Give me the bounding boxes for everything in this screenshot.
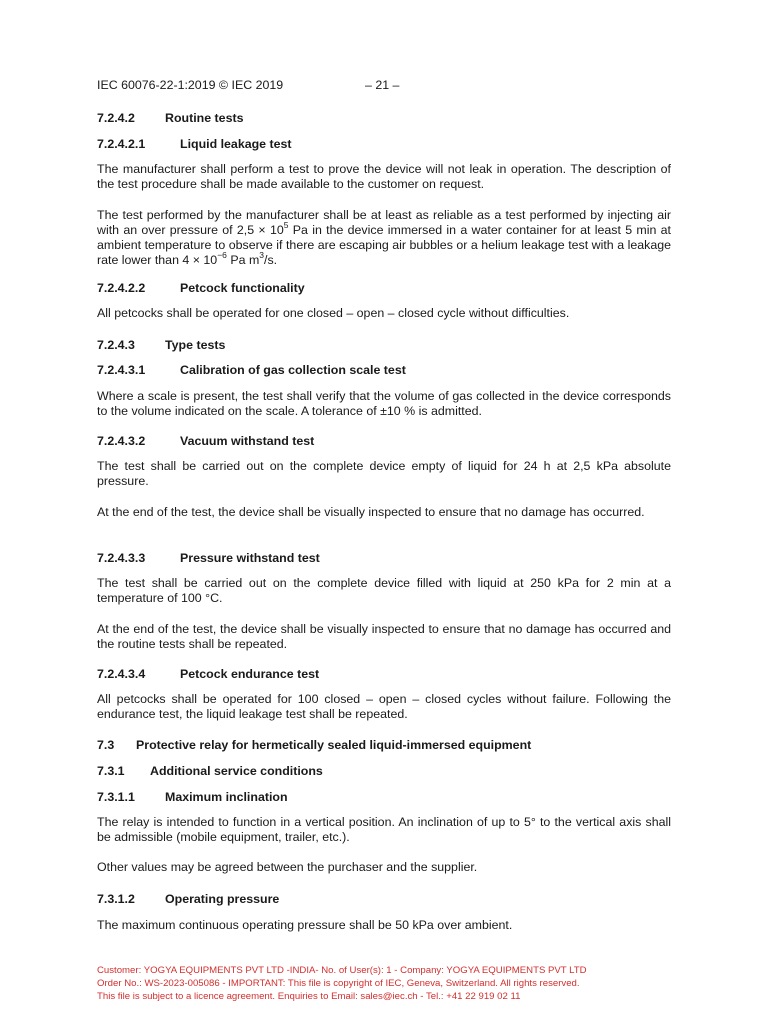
section-number: 7.2.4.3.3 xyxy=(97,551,146,565)
footer-line: Customer: YOGYA EQUIPMENTS PVT LTD -INDIA- No. of User(s): 1 - Company: YOGYA EQUIPMENTS PVT LTD xyxy=(97,965,587,976)
paragraph xyxy=(97,208,671,268)
section-title: Maximum inclination xyxy=(165,790,288,804)
paragraph: The relay is intended to function in a vertical position. An inclination of up to 5° to the vertical axis shall be admissible (mobile equipment, trailer, etc.). xyxy=(97,815,671,844)
heading-7-3 xyxy=(97,738,671,753)
license-footer xyxy=(97,964,657,1003)
heading-7-2-4-3 xyxy=(97,338,671,353)
paragraph: The maximum continuous operating pressure shall be 50 kPa over ambient. xyxy=(97,918,513,932)
section-number: 7.3.1.1 xyxy=(97,790,135,804)
section-title: Operating pressure xyxy=(165,892,280,906)
superscript: 5 xyxy=(283,219,289,230)
text-run: /s. xyxy=(264,253,278,267)
heading-7-3-1-2 xyxy=(97,892,671,907)
section-title: Pressure withstand test xyxy=(180,551,320,565)
section-title: Routine tests xyxy=(165,111,244,125)
section-number: 7.3 xyxy=(97,738,115,752)
footer-line: Order No.: WS-2023-005086 - IMPORTANT: This file is copyright of IEC, Geneva, Switzerland. All rights reserved. xyxy=(97,978,580,989)
section-number: 7.2.4.3 xyxy=(97,338,135,352)
paragraph: The manufacturer shall perform a test to prove the device will not leak in operation. The description of the test procedure shall be made available to the customer on request. xyxy=(97,162,671,191)
footer-line: This file is subject to a licence agreement. Enquiries to Email: sales@iec.ch - Tel.: +41 22 919 02 11 xyxy=(97,991,521,1002)
section-number: 7.3.1.2 xyxy=(97,892,135,906)
section-number: 7.3.1 xyxy=(97,764,125,778)
heading-7-2-4-2-1 xyxy=(97,137,671,152)
page-header xyxy=(97,78,671,94)
section-title: Protective relay for hermetically sealed liquid-immersed equipment xyxy=(136,738,532,752)
paragraph: All petcocks shall be operated for 100 closed – open – closed cycles without failure. Following the endurance test, the liquid leakage test shall be repeated. xyxy=(97,692,671,721)
section-number: 7.2.4.2.1 xyxy=(97,137,146,151)
heading-7-2-4-3-1 xyxy=(97,363,671,378)
paragraph: Other values may be agreed between the purchaser and the supplier. xyxy=(97,860,478,874)
heading-7-2-4-3-3 xyxy=(97,551,671,566)
paragraph: The test shall be carried out on the complete device empty of liquid for 24 h at 2,5 kPa absolute pressure. xyxy=(97,459,671,488)
page-number: – 21 – xyxy=(365,78,400,92)
superscript: 3 xyxy=(259,249,265,260)
paragraph: At the end of the test, the device shall be visually inspected to ensure that no damage has occurred. xyxy=(97,505,645,519)
section-title: Petcock endurance test xyxy=(180,667,320,681)
section-title: Additional service conditions xyxy=(150,764,323,778)
paragraph: The test shall be carried out on the complete device filled with liquid at 250 kPa for 2 min at a temperature of 100 °C. xyxy=(97,576,671,605)
superscript: −6 xyxy=(217,249,227,260)
section-number: 7.2.4.2 xyxy=(97,111,135,125)
section-title: Calibration of gas collection scale test xyxy=(180,363,406,377)
section-title: Petcock functionality xyxy=(180,281,305,295)
section-number: 7.2.4.2.2 xyxy=(97,281,146,295)
paragraph: At the end of the test, the device shall be visually inspected to ensure that no damage has occurred and the routine tests shall be repeated. xyxy=(97,622,671,651)
section-number: 7.2.4.3.1 xyxy=(97,363,146,377)
heading-7-3-1 xyxy=(97,764,671,779)
section-number: 7.2.4.3.4 xyxy=(97,667,146,681)
heading-7-2-4-3-2 xyxy=(97,434,671,449)
heading-7-2-4-2-2 xyxy=(97,281,671,296)
text-run: The test performed by the manufacturer shall be at least as reliable as a test performed by injecting air with an over pressure of 2,5 × 10 xyxy=(97,208,671,237)
paragraph: Where a scale is present, the test shall verify that the volume of gas collected in the device corresponds to the volume indicated on the scale. A tolerance of ±10 % is admitted. xyxy=(97,389,671,418)
paragraph: All petcocks shall be operated for one closed – open – closed cycle without difficulties. xyxy=(97,306,570,320)
heading-7-3-1-1 xyxy=(97,790,671,805)
standard-reference: IEC 60076-22-1:2019 © IEC 2019 xyxy=(97,78,284,92)
section-title: Type tests xyxy=(165,338,226,352)
section-title: Vacuum withstand test xyxy=(180,434,315,448)
heading-7-2-4-3-4 xyxy=(97,667,671,682)
text-run: Pa m xyxy=(226,253,260,267)
text-run: Pa in the device immersed in a water container for at least 5 min at ambient temperature to observe if there are escaping air bubbles or a helium leakage test with a leakage rate lower than 4 × 10 xyxy=(97,223,671,267)
section-number: 7.2.4.3.2 xyxy=(97,434,146,448)
section-title: Liquid leakage test xyxy=(180,137,292,151)
heading-7-2-4-2 xyxy=(97,111,671,126)
